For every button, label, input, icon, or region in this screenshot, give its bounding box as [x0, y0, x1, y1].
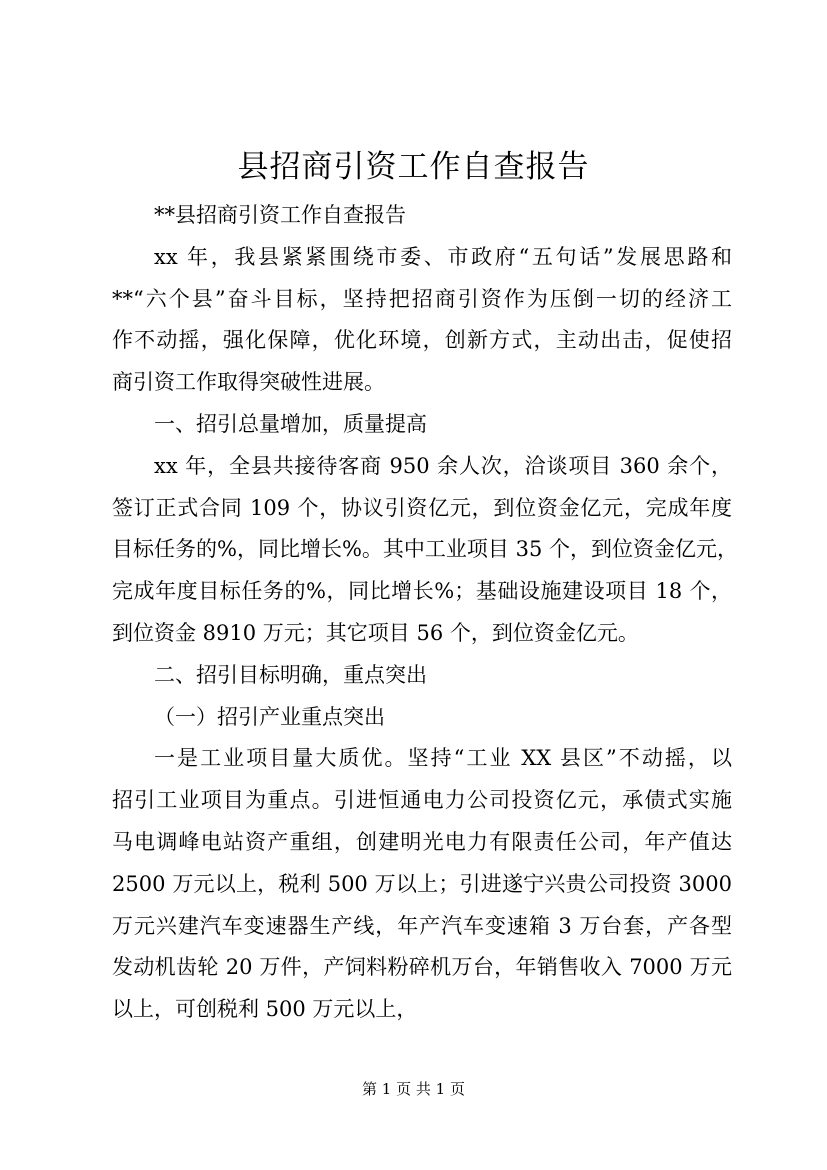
text-line: xx 年，全县共接待客商 950 余人次，洽谈项目 360 余个， — [154, 453, 732, 478]
document-title: 县招商引资工作自查报告 — [237, 149, 590, 185]
text-line: 万元兴建汽车变速器生产线，年产汽车变速箱 3 万台套，产各型 — [112, 913, 732, 938]
text-line: 招引工业项目为重点。引进恒通电力公司投资亿元，承债式实施 — [112, 788, 732, 813]
text-line: 以上，可创税利 500 万元以上， — [112, 997, 418, 1022]
text-line: xx 年，我县紧紧围绕市委、市政府“五句话”发展思路和 — [154, 244, 732, 269]
page-footer: 第 1 页 共 1 页 — [362, 1080, 465, 1098]
section-heading: 二、招引目标明确，重点突出 — [154, 662, 427, 687]
section-heading: 一、招引总量增加，质量提高 — [154, 411, 427, 436]
subsection-heading: （一）招引产业重点突出 — [154, 704, 385, 729]
text-line: 2500 万元以上，税利 500 万以上；引进遂宁兴贵公司投资 3000 — [112, 871, 732, 896]
text-line: 签订正式合同 109 个，协议引资亿元，到位资金亿元，完成年度 — [112, 495, 732, 520]
text-line: 作不动摇，强化保障，优化环境，创新方式，主动出击，促使招 — [112, 328, 732, 353]
text-line: **县招商引资工作自查报告 — [154, 203, 406, 227]
text-line: 到位资金 8910 万元；其它项目 56 个，到位资金亿元。 — [112, 620, 639, 645]
document-body — [112, 195, 738, 1031]
text-line: 马电调峰电站资产重组，创建明光电力有限责任公司，年产值达 — [112, 829, 732, 854]
text-line: 目标任务的%，同比增长%。其中工业项目 35 个，到位资金亿元， — [112, 537, 738, 562]
text-line: 一是工业项目量大质优。坚持“工业 XX 县区”不动摇，以 — [154, 746, 732, 771]
text-line: 完成年度目标任务的%，同比增长%；基础设施建设项目 18 个， — [112, 579, 732, 604]
text-line: **“六个县”奋斗目标，坚持把招商引资作为压倒一切的经济工 — [112, 286, 732, 311]
text-line: 发动机齿轮 20 万件，产饲料粉碎机万台，年销售收入 7000 万元 — [112, 955, 732, 980]
text-line: 商引资工作取得突破性进展。 — [112, 370, 385, 395]
